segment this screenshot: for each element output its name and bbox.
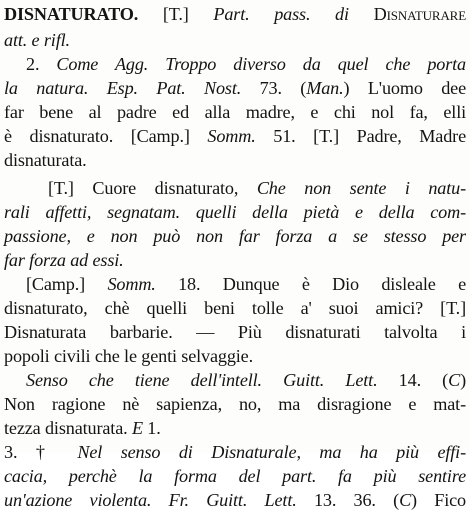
text-run: 51. [T.] Padre, Madre	[255, 126, 466, 146]
entry-line	[4, 52, 466, 76]
text-run: DISNATURATO.	[4, 4, 139, 24]
text-run: 1.	[142, 418, 161, 438]
text-run: att. e rifl.	[4, 30, 70, 50]
text-run: 2.	[26, 54, 57, 74]
text-run: C	[399, 490, 412, 510]
entry-line	[4, 296, 466, 320]
text-run: la natura. Esp. Pat. Nost.	[4, 78, 242, 98]
entry-line	[4, 248, 466, 272]
text-run: Come Agg. Troppo diverso da quel che porta	[56, 54, 466, 74]
entry-line	[4, 224, 466, 248]
text-run: disnaturato, chè quelli beni tolle a' suoi amici? [T.]	[4, 298, 466, 318]
text-run: Non ragione nè sapienza, no, ma disragione e mat-	[4, 394, 466, 414]
text-run: Nel senso di Disnaturale, ma ha più effi-	[77, 442, 466, 462]
text-run: Disnaturare	[373, 4, 466, 24]
text-run: [T.] Cuore disnaturato,	[48, 178, 257, 198]
entry-line	[4, 2, 466, 26]
text-run: far bene al padre ed alla madre, e chi nol fa, elli	[4, 102, 466, 122]
entry-line	[4, 320, 466, 344]
text-run: è disnaturato. [Camp.]	[4, 126, 208, 146]
entry-line	[4, 416, 466, 440]
text-run: ) L'uomo dee	[343, 78, 466, 98]
entry-line	[4, 100, 466, 124]
entry-line	[4, 440, 466, 464]
text-run: Senso che tiene dell'intell. Guitt. Lett.	[26, 370, 378, 390]
entry-line	[4, 344, 466, 368]
text-run: 18. Dunque è Dio disleale e	[155, 274, 467, 294]
text-run: 73. (	[241, 78, 307, 98]
text-run: C	[448, 370, 461, 390]
text-run: popoli civili che le genti selvaggie.	[4, 346, 254, 366]
text-run: )	[460, 370, 466, 390]
text-run: [Camp.]	[26, 274, 108, 294]
text-run: un'azione violenta. Fr. Guitt. Lett.	[4, 490, 297, 510]
text-run: Somm.	[207, 126, 256, 146]
text-run: disnaturata.	[4, 150, 87, 170]
text-run: 3. †	[4, 442, 78, 462]
text-run: [T.]	[138, 4, 214, 24]
entry-line	[4, 148, 466, 172]
text-run: passione, e non può non far forza a se stesso per	[4, 226, 466, 246]
text-run: cacia, perchè la forma del part. fa più sentire	[4, 466, 466, 486]
entry-line	[4, 488, 466, 512]
text-run: rali affetti, segnatam. quelli della pietà e della com-	[4, 202, 466, 222]
text-run: Che non sente i natu-	[256, 178, 466, 198]
entry-line	[4, 176, 466, 200]
text-run: Part. pass. di	[213, 4, 374, 24]
text-run: ) Fico	[411, 490, 466, 510]
text-run: tezza disnaturata.	[4, 418, 132, 438]
text-run: 13. 36. (	[296, 490, 400, 510]
entry-line	[4, 200, 466, 224]
entry-line	[4, 124, 466, 148]
entry-line	[4, 28, 466, 52]
text-run: E	[131, 418, 143, 438]
entry-line	[4, 272, 466, 296]
text-run: Somm.	[107, 274, 156, 294]
text-run: far forza ad essi.	[4, 250, 124, 270]
entry-line	[4, 368, 466, 392]
text-run: 14. (	[377, 370, 449, 390]
entry-line	[4, 76, 466, 100]
text-run: Man.	[306, 78, 344, 98]
text-run: Disnaturata barbarie. — Più disnaturati talvolta i	[4, 322, 466, 342]
entry-line	[4, 464, 466, 488]
entry-line	[4, 392, 466, 416]
